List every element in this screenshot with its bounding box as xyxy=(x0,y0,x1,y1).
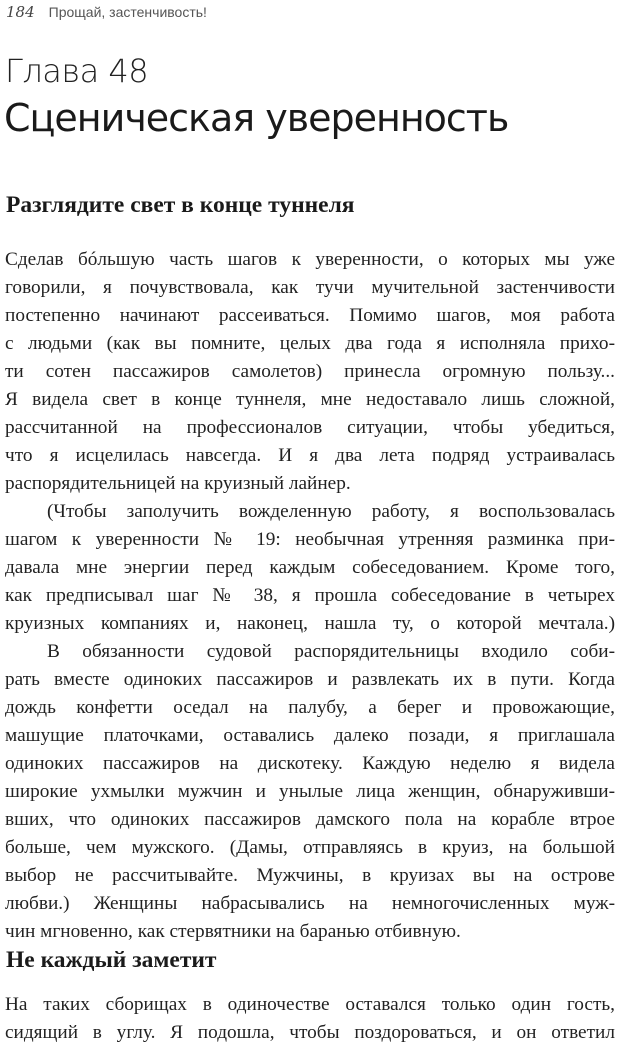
text-line: любви.) Женщины набрасывались на немногочисленных муж- xyxy=(5,893,615,914)
text-line: машущие платочками, оставались далеко позади, я приглашала xyxy=(5,725,615,746)
text-line: дождь конфетти оседал на палубу, а берег и провожающие, xyxy=(5,697,615,718)
text-line: В обязанности судовой распорядительницы входило соби- xyxy=(47,641,615,662)
text-line: Я видела свет в конце туннеля, мне недоставало лишь сложной, xyxy=(5,389,615,410)
text-line: Сделав бóльшую часть шагов к уверенности, о которых мы уже xyxy=(5,249,615,270)
section-heading: Разглядите свет в конце туннеля xyxy=(6,192,355,218)
running-title: Прощай, застенчивость! xyxy=(48,4,207,20)
text-line: широкие ухмылки мужчин и унылые лица женщин, обнаруживши- xyxy=(5,781,615,802)
text-line: рассчитанной на профессионалов ситуации, чтобы убедиться, xyxy=(5,417,615,438)
text-line: с людьми (как вы помните, целых два года я исполняла прихо- xyxy=(5,333,615,354)
text-line: круизных компаниях и, наконец, нашла ту, о которой мечтала.) xyxy=(5,613,615,634)
text-line: ти сотен пассажиров самолетов) принесла огромную пользу... xyxy=(5,361,615,382)
text-line: (Чтобы заполучить вожделенную работу, я воспользовалась xyxy=(47,501,615,522)
text-line: больше, чем мужского. (Дамы, отправляясь в круиз, на большой xyxy=(5,837,615,858)
running-head xyxy=(6,3,606,25)
text-line: одиноких пассажиров на дискотеку. Каждую неделю я видела xyxy=(5,753,615,774)
chapter-title: Сценическая уверенность xyxy=(4,96,509,140)
text-line: чин мгновенно, как стервятники на баранью отбивную. xyxy=(5,921,461,942)
text-line: сидящий в углу. Я подошла, чтобы поздороваться, и он ответил xyxy=(5,1022,615,1043)
chapter-label: Глава 48 xyxy=(5,52,149,90)
text-line: постепенно начинают рассеиваться. Помимо шагов, моя работа xyxy=(5,305,615,326)
text-line: распорядительницей на круизный лайнер. xyxy=(5,473,351,494)
text-line: шагом к уверенности № 19: необычная утренняя разминка при- xyxy=(5,529,615,550)
text-line: как предписывал шаг № 38, я прошла собеседование в четырех xyxy=(5,585,615,606)
text-line: На таких сборищах в одиночестве оставался только один гость, xyxy=(5,994,615,1015)
page-number: 184 xyxy=(6,3,35,21)
text-line: давала мне энергии перед каждым собеседованием. Кроме того, xyxy=(5,557,615,578)
text-line: что я исцелилась навсегда. И я два лета подряд устраивалась xyxy=(5,445,615,466)
text-line: говорили, я почувствовала, как тучи мучительной застенчивости xyxy=(5,277,615,298)
text-line: вших, что одиноких пассажиров дамского пола на корабле втрое xyxy=(5,809,615,830)
text-line: выбор не рассчитывайте. Мужчины, в круизах вы на острове xyxy=(5,865,615,886)
text-line: рать вместе одиноких пассажиров и развлекать их в пути. Когда xyxy=(5,669,615,690)
section-heading: Не каждый заметит xyxy=(6,947,217,973)
